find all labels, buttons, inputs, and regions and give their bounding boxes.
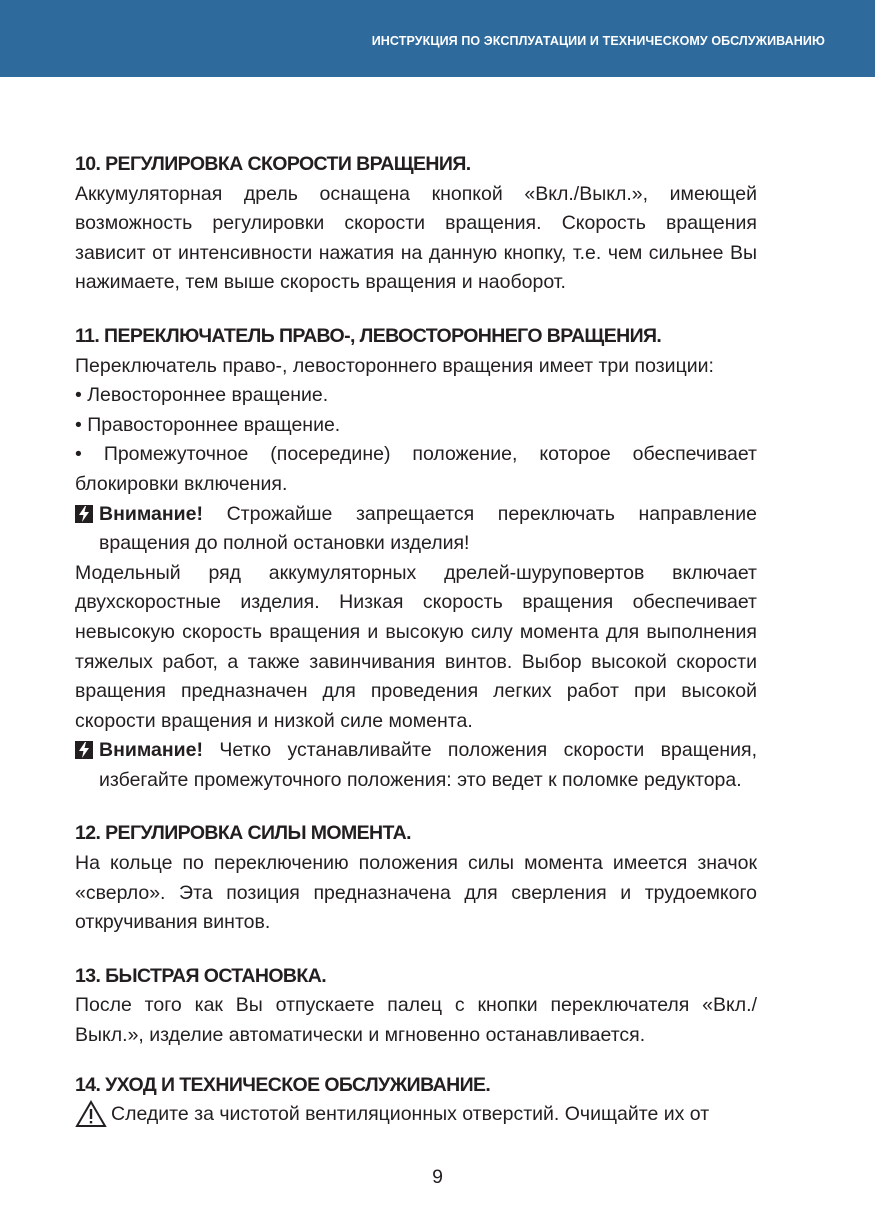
section-10-heading: 10. РЕГУЛИРОВКА СКОРОСТИ ВРАЩЕНИЯ. xyxy=(75,153,471,175)
section-13-heading: 13. БЫСТРАЯ ОСТАНОВКА. xyxy=(75,964,327,987)
section-11-bullet-2: • Правостороннее вращение. xyxy=(75,413,341,436)
header-band xyxy=(0,0,875,77)
lightning-warning-icon xyxy=(75,741,93,759)
warning-2-lead: Внимание! xyxy=(99,739,203,762)
warning-2-text: Четко устанавливайте положения скорости вращения, избегайте промежуточного положения: это ведет к поломке редуктора. xyxy=(99,739,757,791)
section-11-bullet-3: • Промежуточное (посередине) положение, которое обеспечивает блокировки включения. xyxy=(75,443,757,495)
section-12-text: На кольце по переключению положения силы момента имеется значок «сверло». Эта позиция предназначена для сверления и трудоемкого откручивания винтов. xyxy=(75,852,757,934)
section-10-text: Аккумуляторная дрель оснащена кнопкой «Вкл./Выкл.», имеющей возможность регулировки скорости вращения. Скорость вращения зависит от интенсивности нажатия на данную кнопку, т.е. чем сильнее Вы нажимаете, тем выше скорость вращения и наоборот. xyxy=(75,182,757,294)
header-title: ИНСТРУКЦИЯ ПО ЭКСПЛУАТАЦИИ И ТЕХНИЧЕСКОМУ ОБСЛУЖИВАНИЮ xyxy=(371,34,825,48)
section-14-text xyxy=(75,1100,757,1130)
section-11-bullet-1: • Левостороннее вращение. xyxy=(75,384,329,407)
caution-triangle-icon xyxy=(75,1100,107,1138)
section-11-warning-1 xyxy=(75,500,757,559)
section-13-text: После того как Вы отпускаете палец с кнопки переключателя «Вкл./Выкл.», изделие автоматически и мгновенно останавливается. xyxy=(75,994,757,1047)
warning-1-text: Строжайше запрещается переключать направление вращения до полной остановки изделия! xyxy=(99,502,757,555)
section-11-text-2: Модельный ряд аккумуляторных дрелей-шуруповертов включает двухскоростные изделия. Низкая скорость вращения обеспечивает невысокую скорость вращения и высокую силу момента для выполнения тяжелых работ, а также завинчивания винтов. Выбор высокой скорости вращения предназначен для проведения легких работ при высокой скорости вращения и низкой силе момента. xyxy=(75,561,757,732)
section-14-heading: 14. УХОД И ТЕХНИЧЕСКОЕ ОБСЛУЖИВАНИЕ. xyxy=(75,1073,491,1096)
section-11-warning-2 xyxy=(75,736,757,795)
section-12-heading: 12. РЕГУЛИРОВКА СИЛЫ МОМЕНТА. xyxy=(75,822,411,845)
section-14-text-content: Следите за чистотой вентиляционных отверстий. Очищайте их от xyxy=(111,1103,710,1126)
document-body xyxy=(75,150,757,1130)
page-number: 9 xyxy=(432,1166,443,1188)
section-11-heading: 11. ПЕРЕКЛЮЧАТЕЛЬ ПРАВО-, ЛЕВОСТОРОННЕГО ВРАЩЕНИЯ. xyxy=(75,324,662,347)
warning-1-lead: Внимание! xyxy=(99,502,203,525)
lightning-warning-icon xyxy=(75,505,93,523)
section-11-intro: Переключатель право-, левостороннего вращения имеет три позиции: xyxy=(75,354,714,377)
